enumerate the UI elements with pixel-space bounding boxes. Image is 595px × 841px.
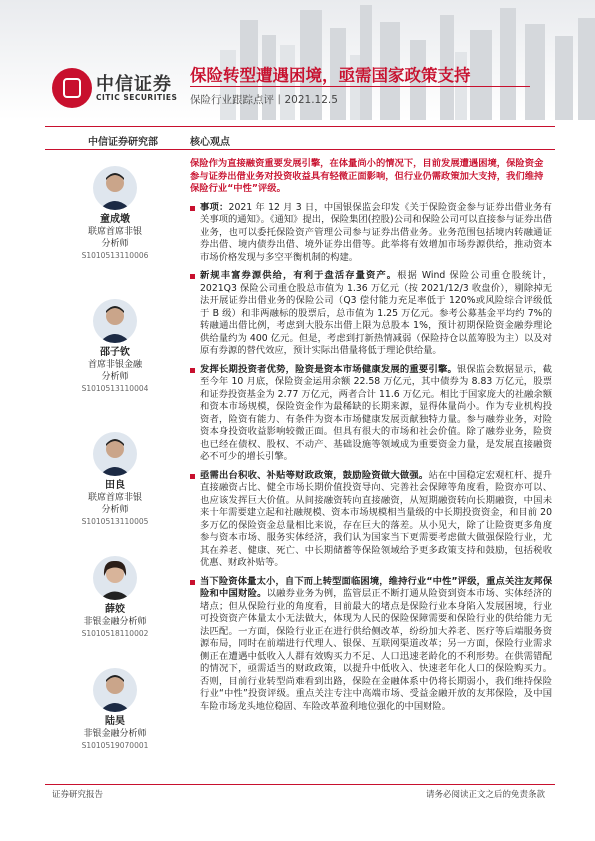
paragraph-item bbox=[190, 470, 552, 570]
avatar bbox=[93, 556, 137, 600]
analyst-title: 联席首席非银 bbox=[87, 493, 142, 503]
analyst-card bbox=[60, 166, 170, 262]
paragraph-text: 根据 Wind 保险公司重仓股统计，2021Q3 保险公司重仓股总市值为 1.36 万亿元（按 2021/12/3 收盘价），剔除掉无法开展证券出借业务的保险公司（Q3 偿付能力充足率低于 120%或风险综合评级低于 B 级）和非两融标的股票后，总市值为 1.25 万亿元。参考公募基金平均约 7%的转融通出借比例，考虑到大股东出借上限为总股本 1%，预计初期保险资金融券理论供给量约为 400 亿元。但是，考虑到打新热情减弱（保险持仓以蓝筹股为主）以及对原有券源的替代效应，预计实际出借量将低于理论供给量。 bbox=[200, 270, 552, 356]
analyst-title: 分析师 bbox=[101, 372, 129, 382]
analyst-cert-number: S1010519070001 bbox=[81, 741, 149, 750]
paragraph-text: 以融券业务为例，监管层正不断打通从险资到资本市场、实体经济的堵点；但从保险行业的角度看，目前最大的堵点是保险行业本身陷入发展困境，行业可投资资产体量太小无法做大，体现为人民的保险保障需要和保险行业的供给能力无法匹配。一方面，保险行业正在进行供给侧改革，纷纷加大养老、医疗等后端服务资源布局，同时在前端进行代理人、银保、互联网渠道改革；另一方面，保险行业需求侧正在遭遇中低收入人群有效购买力不足、人口迅速老龄化的不利形势。在供需错配的情况下，亟需适当的财政政策，以提升中低收入、快速老年化人口的保险购买力。否则，目前行业转型尚难看到出路，保险在金融体系中仍将长期弱小，我们维持保险行业“中性”投资评级。重点关注专注中高端市场、受益金融开放的友邦保险，及中国车险市场龙头地位稳固、车险改革盈利地位强化的中国财险。 bbox=[200, 588, 552, 712]
analyst-title: 非银金融分析师 bbox=[83, 617, 147, 627]
analyst-cert-number: S1010513110005 bbox=[81, 517, 149, 526]
bullet-icon bbox=[190, 274, 195, 279]
analyst-title: 联席首席非银 bbox=[87, 227, 142, 237]
brand-name-en: CITIC SECURITIES bbox=[96, 93, 178, 102]
analyst-cert-number: S1010513110006 bbox=[81, 251, 149, 260]
analyst-name: 童成墩 bbox=[100, 214, 130, 225]
analyst-title: 分析师 bbox=[101, 505, 129, 515]
divider-heading bbox=[45, 149, 555, 150]
paragraph-lead: 亟需出台积收、补贴等财政政策，鼓励险资做大做强。 bbox=[200, 469, 429, 481]
title-underline bbox=[190, 86, 530, 87]
paragraph-item bbox=[190, 202, 552, 265]
paragraph-text: 2021 年 12 月 3 日，中国银保监会印发《关于保险资金参与证券出借业务有关事项的通知》。《通知》提出，保险集团(控股)公司和保险公司可以直接参与证券出借业务，也可以委托保险资产管理公司参与证券出借业务。业务范围包括境内转融通证券出借、境内债券出借、境外证券出借等。此举将有效增加市场券源供给，推动资本市场价格发现与多空平衡机制的构建。 bbox=[200, 201, 552, 263]
analyst-cert-number: S1010513110004 bbox=[81, 384, 149, 393]
analyst-cert-number: S1010518110002 bbox=[81, 629, 149, 638]
research-dept-heading: 中信证券研究部 bbox=[88, 137, 158, 148]
avatar bbox=[93, 166, 137, 210]
bullet-icon bbox=[190, 580, 195, 585]
bullet-icon bbox=[190, 368, 195, 373]
report-subtitle: 保险行业跟踪点评丨2021.12.5 bbox=[190, 94, 338, 106]
avatar bbox=[93, 668, 137, 712]
paragraph-lead: 发挥长期投资者优势，险资是资本市场健康发展的重要引擎。 bbox=[200, 363, 458, 375]
bullet-icon bbox=[190, 474, 195, 479]
citic-logo bbox=[52, 68, 92, 108]
paragraph-text: 站在中国稳定宏观杠杆、提升直接融资占比、健全市场长期价值投资导向、完善社会保障等角度看，险资亦可以、也应该发挥巨大价值。从间接融资转向直接融资，从短期融资转向长期融资，中国未来十年需要建立起和社融规模、资本市场规模相当量级的中长期投资资金，和目前 20 多万亿的保险资金总量相比来说，存在巨大的落差。从小见大，除了让险资更多角度参与资本市场、服务实体经济，我们认为国家当下更需要考虑做大做强保险行业，尤其在养老、健康、死亡、中长期储蓄等保险领域给予更多政策支持和鼓励，包括税收优惠、财政补贴等。 bbox=[200, 469, 552, 568]
analyst-title: 分析师 bbox=[101, 239, 129, 249]
paragraph-item bbox=[190, 270, 552, 358]
core-views-body bbox=[190, 158, 552, 719]
avatar bbox=[93, 299, 137, 343]
paragraph-text: 银保监会数据显示，截至今年 10 月底，保险资金运用余额 22.58 万亿元，其中债券为 8.83 万亿元，股票和证券投资基金为 2.77 万亿元，两者合计 11.6 万亿元。相比于国家庞大的社融余额和资本市场规模，保险资金作为最稀缺的长期来源，显得体量尚小。作为专业机构投资者，险资有能力、有条件为资本市场健康发展贡献独特力量。参与融券业务，对险资本身投资收益影响较微正面。但具有很大的市场和社会价值。除了融券业务，险资也已经在债权、股权、不动产、基础设施等领域成为重要资金力量，是发展直接融资必不可少的增长引擎。 bbox=[200, 363, 552, 462]
analyst-title: 首席非银金融 bbox=[87, 360, 142, 370]
paragraph-lead: 新规丰富券源供给，有利于盘活存量资产。 bbox=[200, 270, 398, 281]
analyst-title: 非银金融分析师 bbox=[83, 729, 147, 739]
analyst-card bbox=[60, 299, 170, 395]
brand-name-cn: 中信证券 bbox=[96, 74, 172, 95]
footer-disclaimer: 请务必阅读正文之后的免责条款 bbox=[425, 790, 545, 800]
paragraph-lead: 事项： bbox=[200, 201, 229, 213]
divider-top bbox=[45, 126, 555, 127]
summary-text: 保险作为直接融资重要发展引擎，在体量尚小的情况下，目前发展遭遇困境，保险资金参与证券出借业务对投资收益具有轻微正面影响，但行业仍需政策加大支持，我们维持保险行业“中性”评级。 bbox=[190, 158, 544, 194]
footer-report-type: 证券研究报告 bbox=[52, 790, 104, 800]
report-header bbox=[0, 0, 595, 120]
analyst-card bbox=[60, 668, 170, 752]
analyst-card bbox=[60, 432, 170, 528]
analyst-name: 田良 bbox=[105, 480, 125, 491]
paragraph-lead: 当下险资体量太小，自下而上转型面临困境，维持行业“中性”评级，重点关注友邦保险和中国财险。 bbox=[200, 575, 552, 599]
analyst-name: 薛姣 bbox=[105, 604, 125, 615]
analyst-name: 邵子钦 bbox=[100, 347, 130, 358]
bullet-icon bbox=[190, 206, 195, 211]
analyst-card bbox=[60, 556, 170, 640]
paragraph-item bbox=[190, 364, 552, 464]
footer-divider bbox=[45, 784, 555, 785]
avatar bbox=[93, 432, 137, 476]
analyst-name: 陆昊 bbox=[105, 716, 125, 727]
report-title: 保险转型遭遇困境，亟需国家政策支持 bbox=[190, 66, 471, 85]
core-views-heading: 核心观点 bbox=[190, 137, 230, 148]
paragraph-item bbox=[190, 576, 552, 714]
